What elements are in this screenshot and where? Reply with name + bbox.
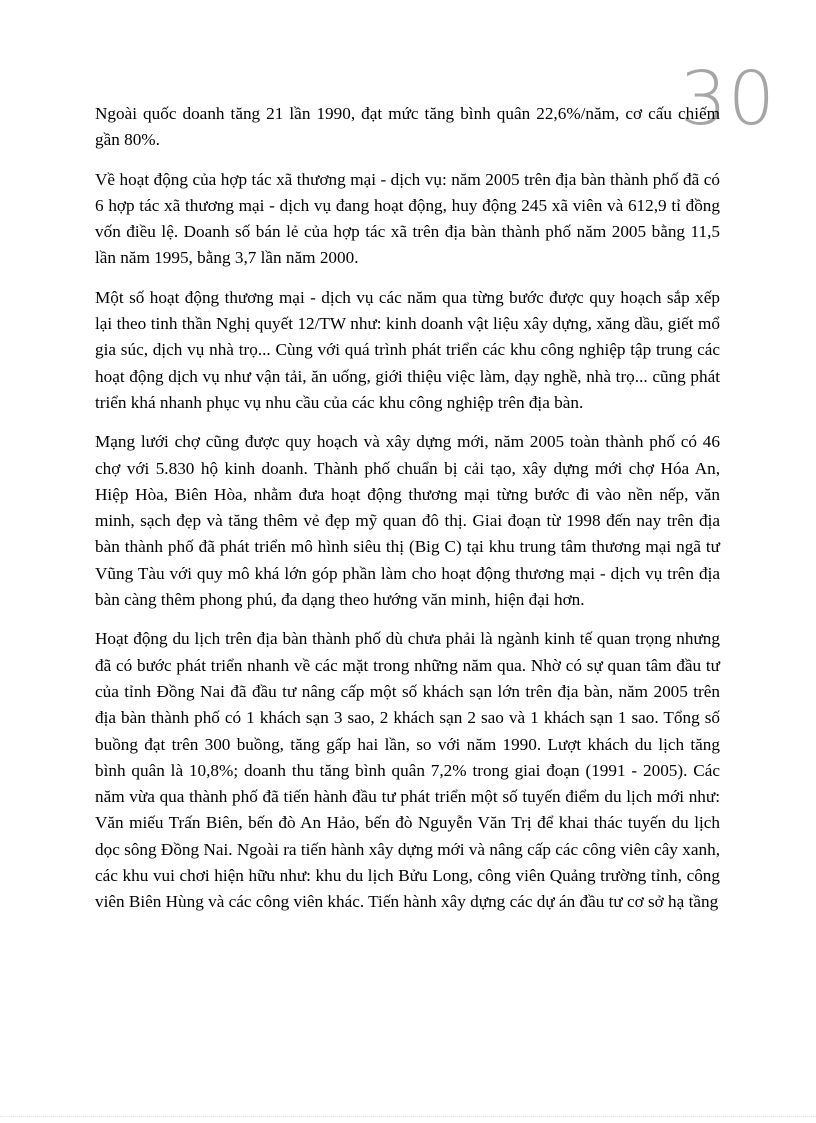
page-bottom-divider bbox=[0, 1116, 816, 1117]
paragraph: Một số hoạt động thương mại - dịch vụ các năm qua từng bước được quy hoạch sắp xếp lại theo tinh thần Nghị quyết 12/TW như: kinh doanh vật liệu xây dựng, xăng dầu, giết mổ gia súc, dịch vụ nhà trọ... Cùng với quá trình phát triển các khu công nghiệp tập trung các hoạt động dịch vụ như vận tải, ăn uống, giới thiệu việc làm, dạy nghề, nhà trọ... cũng phát triển khá nhanh phục vụ nhu cầu của các khu công nghiệp trên địa bàn. bbox=[95, 287, 720, 412]
page-number: 30 bbox=[679, 56, 776, 142]
paragraph: Hoạt động du lịch trên địa bàn thành phố dù chưa phải là ngành kinh tế quan trọng nhưng đã có bước phát triển nhanh về các mặt trong những năm qua. Nhờ có sự quan tâm đầu tư của tỉnh Đồng Nai đã đầu tư nâng cấp một số khách sạn lớn trên địa bàn, năm 2005 trên địa bàn thành phố có 1 khách sạn 3 sao, 2 khách sạn 2 sao và 1 khách sạn 1 sao. Tổng số buồng đạt trên 300 buồng, tăng gấp hai lần, so với năm 1990. Lượt khách du lịch tăng bình quân là 10,8%; doanh thu tăng bình quân 7,2% trong giai đoạn (1991 - 2005). Các năm vừa qua thành phố đã tiến hành đầu tư phát triển một số tuyến điểm du lịch mới như: Văn miếu Trấn Biên, bến đò An Hảo, bến đò Nguyễn Văn Trị để khai thác tuyến du lịch dọc sông Đồng Nai. Ngoài ra tiến hành xây dựng mới và nâng cấp các công viên cây xanh, các khu vui chơi hiện hữu như: khu du lịch Bửu Long, công viên Quảng trường tỉnh, công viên Biên Hùng và các công viên khác. Tiến hành xây dựng các dự án đầu tư cơ sở hạ tầng bbox=[95, 629, 720, 912]
paragraph: Mạng lưới chợ cũng được quy hoạch và xây dựng mới, năm 2005 toàn thành phố có 46 chợ với 5.830 hộ kinh doanh. Thành phố chuẩn bị cải tạo, xây dựng mới chợ Hóa An, Hiệp Hòa, Biên Hòa, nhằm đưa hoạt động thương mại từng bước đi vào nền nếp, văn minh, sạch đẹp và tăng thêm vẻ đẹp mỹ quan đô thị. Giai đoạn từ 1998 đến nay trên địa bàn thành phố đã phát triển mô hình siêu thị (Big C) tại khu trung tâm thương mại ngã tư Vũng Tàu với quy mô khá lớn góp phần làm cho hoạt động thương mại - dịch vụ trên địa bàn càng thêm phong phú, đa dạng theo hướng văn minh, hiện đại hơn. bbox=[95, 432, 720, 610]
document-body bbox=[95, 101, 720, 929]
paragraph: Ngoài quốc doanh tăng 21 lần 1990, đạt mức tăng bình quân 22,6%/năm, cơ cấu chiếm gần 80%. bbox=[95, 104, 720, 150]
paragraph: Về hoạt động của hợp tác xã thương mại - dịch vụ: năm 2005 trên địa bàn thành phố đã có 6 hợp tác xã thương mại - dịch vụ đang hoạt động, huy động 245 xã viên và 612,9 tỉ đồng vốn điều lệ. Doanh số bán lẻ của hợp tác xã trên địa bàn thành phố năm 2005 bằng 11,5 lần năm 1995, bằng 3,7 lần năm 2000. bbox=[95, 169, 720, 268]
